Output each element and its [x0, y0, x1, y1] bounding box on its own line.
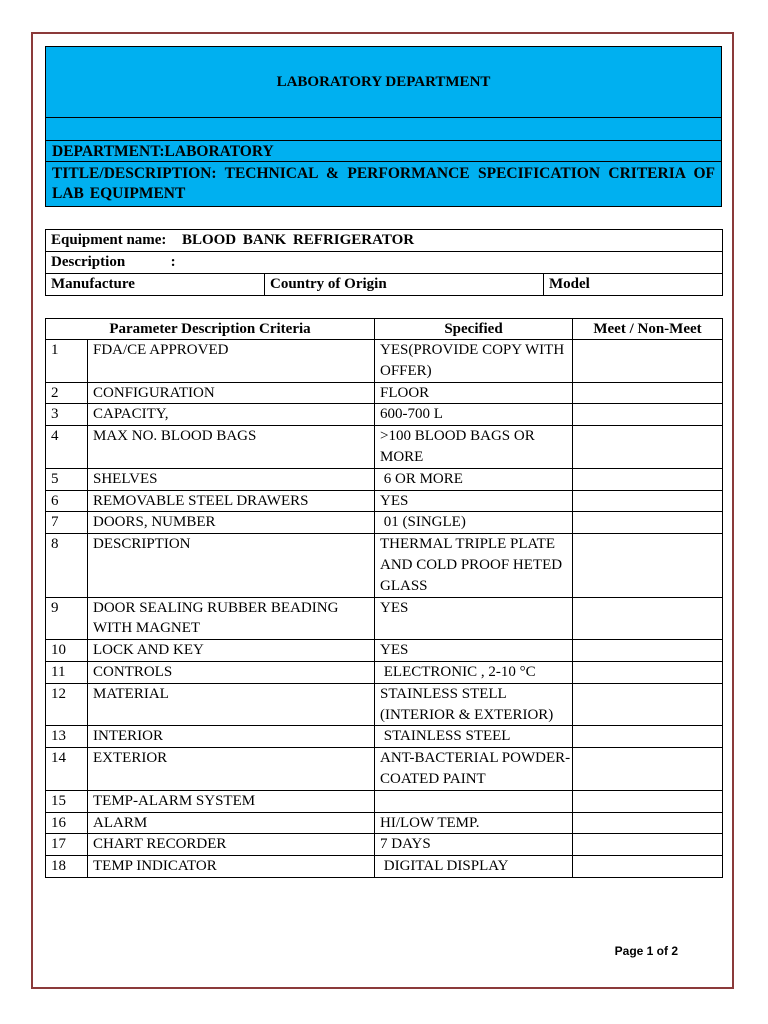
table-row	[46, 856, 723, 878]
row-number: 9	[46, 597, 88, 640]
equipment-info-table	[45, 229, 723, 296]
meet-non-meet-cell	[573, 834, 723, 856]
parameter-cell: DOOR SEALING RUBBER BEADING WITH MAGNET	[88, 597, 375, 640]
country-of-origin-label: Country of Origin	[265, 274, 544, 296]
table-row	[46, 812, 723, 834]
meet-non-meet-cell	[573, 404, 723, 426]
table-row	[46, 661, 723, 683]
parameter-cell: CHART RECORDER	[88, 834, 375, 856]
specified-cell	[375, 790, 573, 812]
row-number: 1	[46, 340, 88, 383]
specified-cell: THERMAL TRIPLE PLATE AND COLD PROOF HETED GLASS	[375, 534, 573, 597]
page-title: LABORATORY DEPARTMENT	[46, 47, 721, 118]
parameter-cell: LOCK AND KEY	[88, 640, 375, 662]
table-row	[46, 490, 723, 512]
row-number: 18	[46, 856, 88, 878]
table-row	[46, 468, 723, 490]
meet-non-meet-cell	[573, 661, 723, 683]
model-label: Model	[544, 274, 723, 296]
specified-cell: YES(PROVIDE COPY WITH OFFER)	[375, 340, 573, 383]
specified-cell: >100 BLOOD BAGS OR MORE	[375, 426, 573, 469]
parameter-cell: DOORS, NUMBER	[88, 512, 375, 534]
header-block	[45, 46, 722, 207]
specified-cell: 600-700 L	[375, 404, 573, 426]
table-row	[46, 382, 723, 404]
meet-non-meet-cell	[573, 597, 723, 640]
specified-cell: ELECTRONIC , 2-10 °C	[375, 661, 573, 683]
table-row	[46, 726, 723, 748]
row-number: 3	[46, 404, 88, 426]
table-row	[46, 404, 723, 426]
specified-cell: DIGITAL DISPLAY	[375, 856, 573, 878]
row-number: 4	[46, 426, 88, 469]
table-row	[46, 748, 723, 791]
parameter-cell: INTERIOR	[88, 726, 375, 748]
meet-non-meet-cell	[573, 856, 723, 878]
department-label: DEPARTMENT:LABORATORY	[46, 141, 721, 162]
parameter-cell: ALARM	[88, 812, 375, 834]
equipment-name-value: BLOOD BANK REFRIGERATOR	[181, 232, 415, 248]
table-row	[46, 512, 723, 534]
meet-non-meet-cell	[573, 748, 723, 791]
row-number: 14	[46, 748, 88, 791]
parameter-cell: TEMP-ALARM SYSTEM	[88, 790, 375, 812]
parameter-cell: DESCRIPTION	[88, 534, 375, 597]
meet-non-meet-cell	[573, 640, 723, 662]
specified-cell: STAINLESS STEEL	[375, 726, 573, 748]
description-row	[46, 252, 723, 274]
table-row	[46, 340, 723, 383]
manufacture-label: Manufacture	[46, 274, 265, 296]
table-row	[46, 683, 723, 726]
row-number: 13	[46, 726, 88, 748]
parameter-cell: CAPACITY,	[88, 404, 375, 426]
row-number: 12	[46, 683, 88, 726]
description-cell	[46, 252, 723, 274]
row-number: 17	[46, 834, 88, 856]
equipment-name-row	[46, 230, 723, 252]
specified-cell: YES	[375, 597, 573, 640]
specified-cell: FLOOR	[375, 382, 573, 404]
meet-non-meet-cell	[573, 790, 723, 812]
meet-non-meet-cell	[573, 512, 723, 534]
meet-non-meet-cell	[573, 340, 723, 383]
description-label: Description	[51, 254, 126, 270]
table-row	[46, 597, 723, 640]
meet-non-meet-cell	[573, 382, 723, 404]
row-number: 2	[46, 382, 88, 404]
parameter-cell: REMOVABLE STEEL DRAWERS	[88, 490, 375, 512]
parameter-cell: EXTERIOR	[88, 748, 375, 791]
meet-non-meet-cell	[573, 468, 723, 490]
row-number: 10	[46, 640, 88, 662]
meet-non-meet-cell	[573, 426, 723, 469]
row-number: 16	[46, 812, 88, 834]
specification-table	[45, 318, 723, 878]
equipment-name-label: Equipment name:	[51, 232, 167, 248]
row-number: 11	[46, 661, 88, 683]
specified-cell: STAINLESS STELL (INTERIOR & EXTERIOR)	[375, 683, 573, 726]
row-number: 6	[46, 490, 88, 512]
equipment-name-cell	[46, 230, 723, 252]
parameter-cell: CONTROLS	[88, 661, 375, 683]
parameter-cell: TEMP INDICATOR	[88, 856, 375, 878]
col-header-parameter: Parameter Description Criteria	[46, 319, 375, 340]
parameter-cell: MATERIAL	[88, 683, 375, 726]
row-number: 8	[46, 534, 88, 597]
meet-non-meet-cell	[573, 812, 723, 834]
meet-non-meet-cell	[573, 490, 723, 512]
manufacture-row	[46, 274, 723, 296]
parameter-cell: SHELVES	[88, 468, 375, 490]
table-row	[46, 834, 723, 856]
specified-cell: 7 DAYS	[375, 834, 573, 856]
table-row	[46, 790, 723, 812]
specified-cell: YES	[375, 640, 573, 662]
col-header-meet: Meet / Non-Meet	[573, 319, 723, 340]
specified-cell: 6 OR MORE	[375, 468, 573, 490]
parameter-cell: MAX NO. BLOOD BAGS	[88, 426, 375, 469]
table-header-row	[46, 319, 723, 340]
table-row	[46, 534, 723, 597]
table-row	[46, 640, 723, 662]
meet-non-meet-cell	[573, 726, 723, 748]
row-number: 7	[46, 512, 88, 534]
row-number: 15	[46, 790, 88, 812]
row-number: 5	[46, 468, 88, 490]
specified-cell: ANT-BACTERIAL POWDER- COATED PAINT	[375, 748, 573, 791]
parameter-cell: CONFIGURATION	[88, 382, 375, 404]
parameter-cell: FDA/CE APPROVED	[88, 340, 375, 383]
meet-non-meet-cell	[573, 534, 723, 597]
meet-non-meet-cell	[573, 683, 723, 726]
title-description: TITLE/DESCRIPTION: TECHNICAL & PERFORMANCE SPECIFICATION CRITERIA OF LAB EQUIPMENT	[46, 162, 721, 206]
header-blank-row	[46, 118, 721, 141]
col-header-specified: Specified	[375, 319, 573, 340]
description-value: :	[170, 254, 176, 270]
specified-cell: HI/LOW TEMP.	[375, 812, 573, 834]
specified-cell: YES	[375, 490, 573, 512]
page-number: Page 1 of 2	[614, 944, 678, 958]
specified-cell: 01 (SINGLE)	[375, 512, 573, 534]
table-row	[46, 426, 723, 469]
